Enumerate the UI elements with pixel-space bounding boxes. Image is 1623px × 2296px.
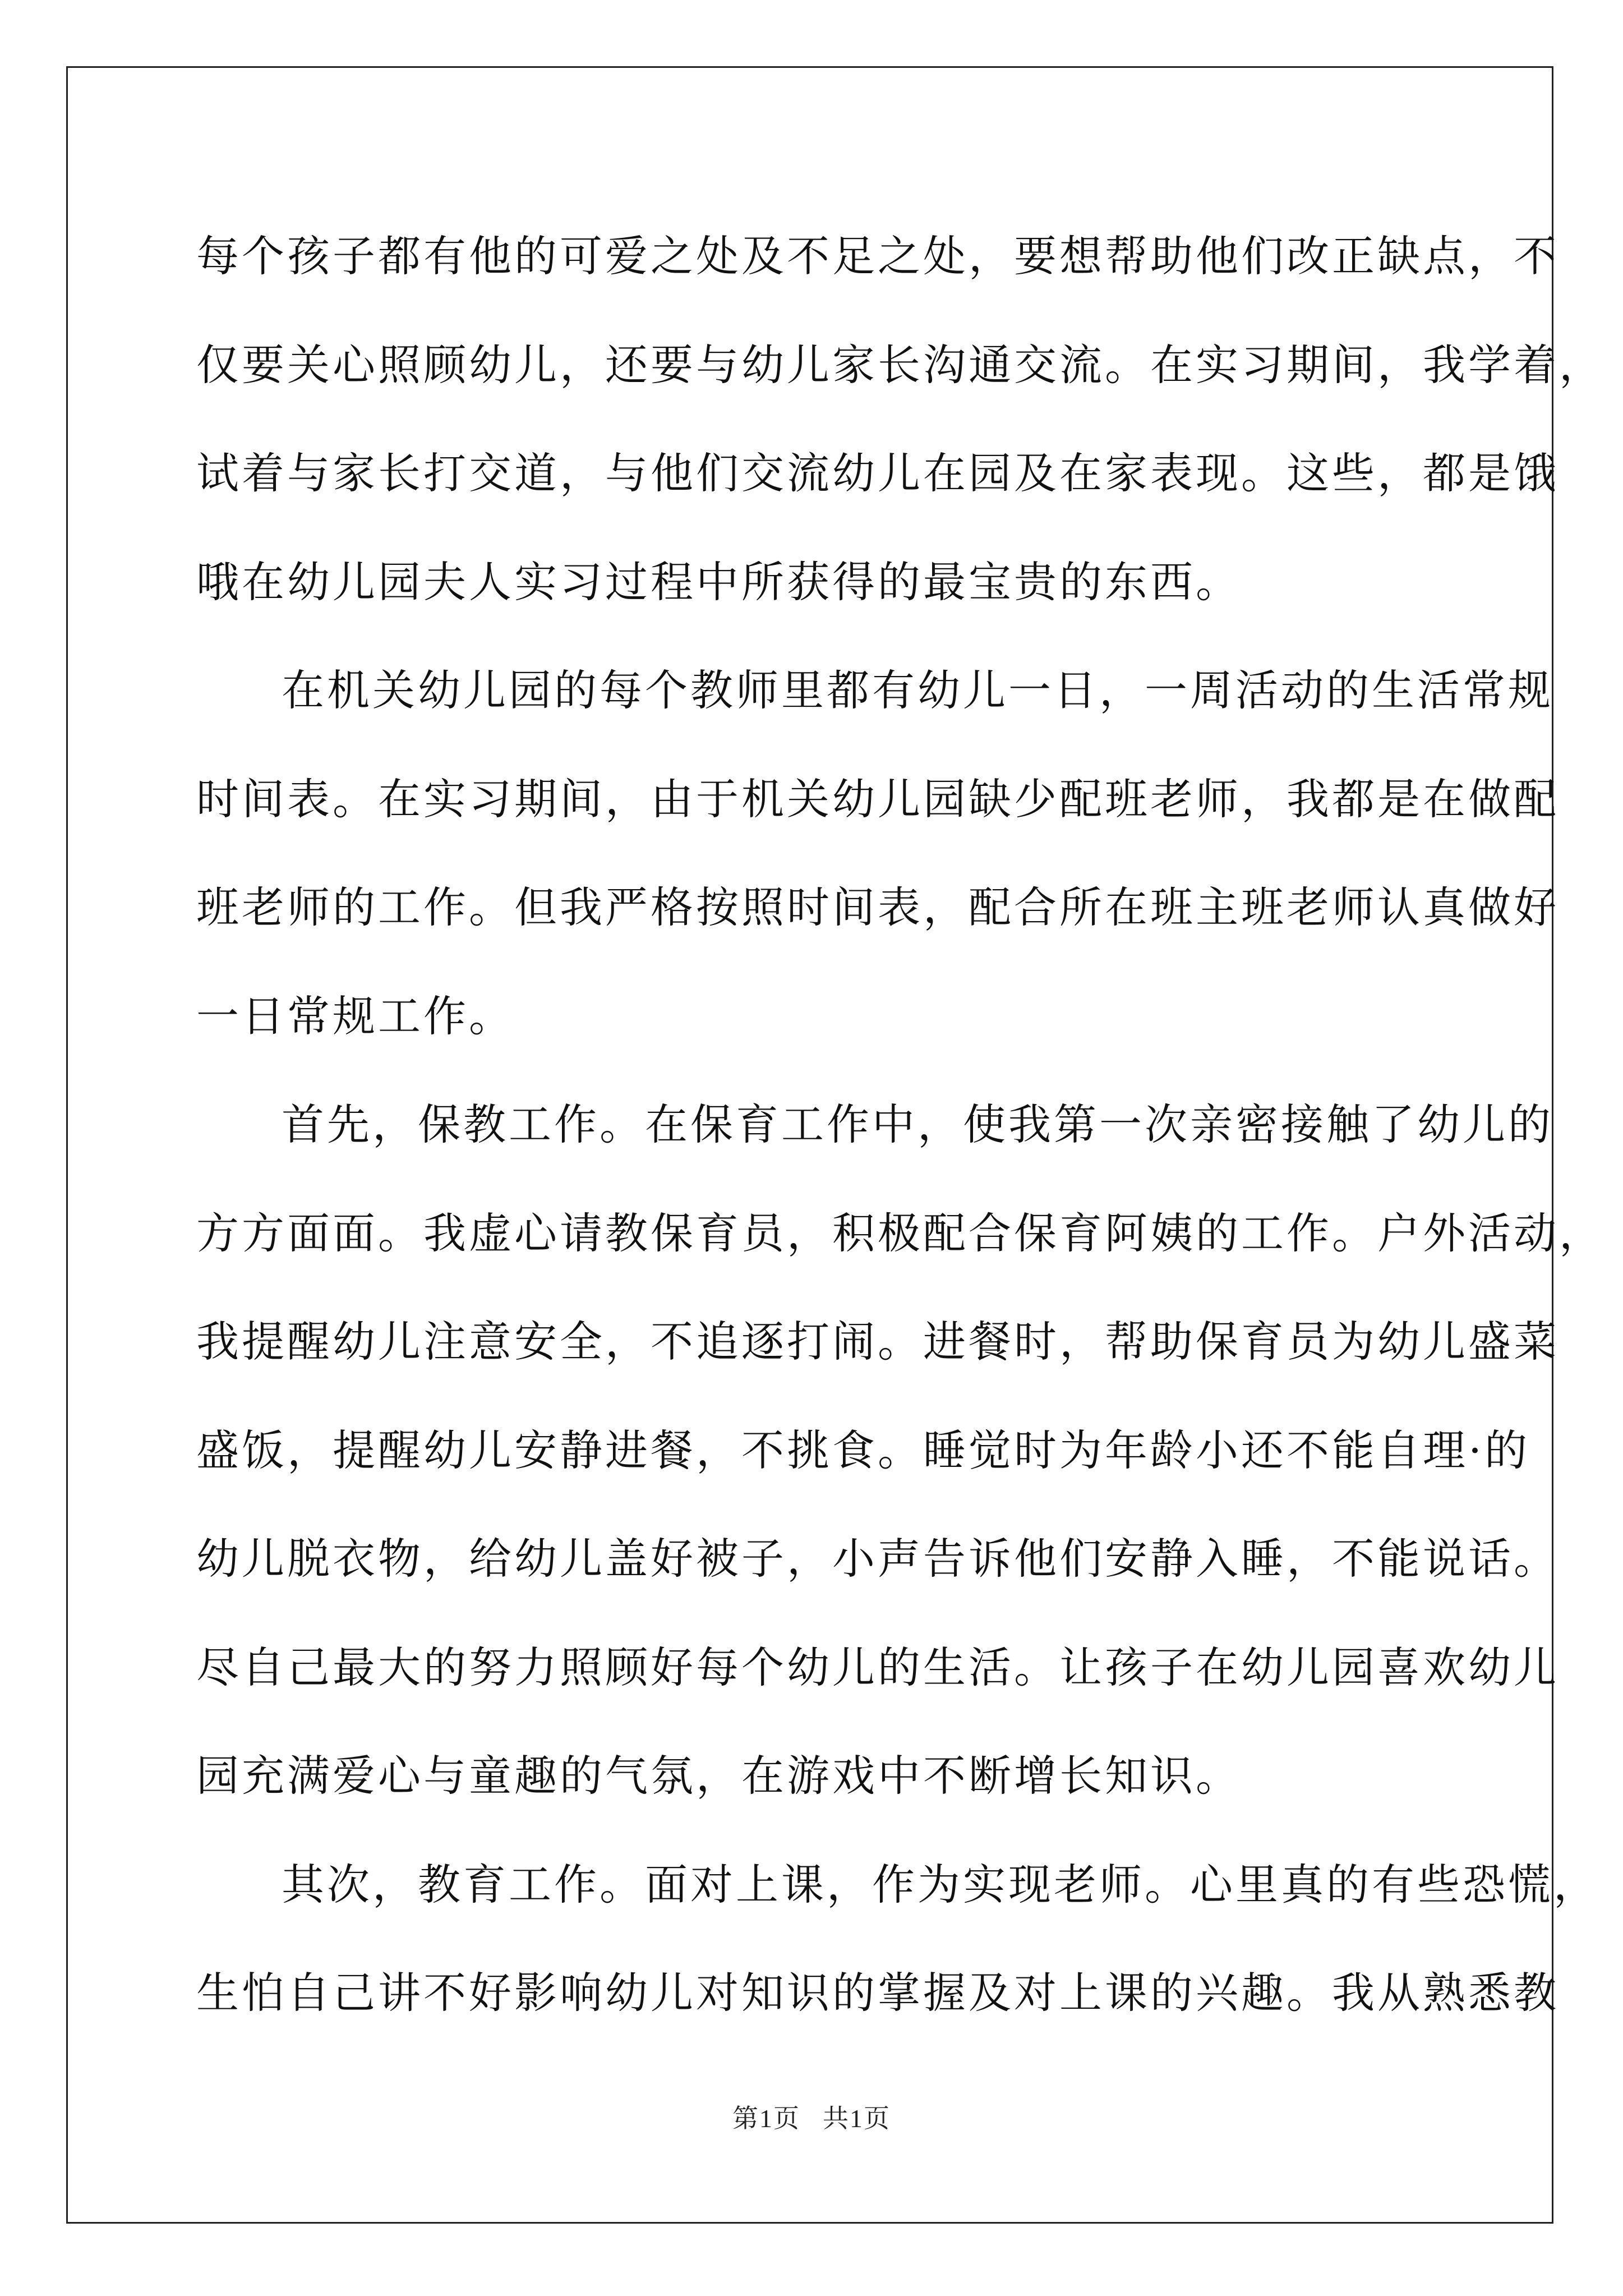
text-line: 生怕自己讲不好影响幼儿对知识的掌握及对上课的兴趣。我从熟悉教: [196, 1968, 1559, 2018]
document-body: [196, 202, 1604, 2047]
text-line: 尽自己最大的努力照顾好每个幼儿的生活。让孩子在幼儿园喜欢幼儿: [196, 1642, 1559, 1692]
paragraph-first-line: 首先，保教工作。在保育工作中，使我第一次亲密接触了幼儿的: [282, 1099, 1553, 1149]
text-line: 班老师的工作。但我严格按照时间表，配合所在班主班老师认真做好: [196, 882, 1559, 932]
page-footer: [0, 2098, 1623, 2135]
paragraph-first-line: 在机关幼儿园的每个教师里都有幼儿一日，一周活动的生活常规: [282, 665, 1553, 715]
text-line: 幼儿脱衣物，给幼儿盖好被子，小声告诉他们安静入睡，不能说话。: [196, 1534, 1559, 1584]
text-line: 仅要关心照顾幼儿，还要与幼儿家长沟通交流。在实习期间，我学着，: [196, 339, 1604, 390]
paragraph-first-line: 其次，教育工作。面对上课，作为实现老师。心里真的有些恐慌，: [282, 1859, 1599, 1910]
text-line: 试着与家长打交道，与他们交流幼儿在园及在家表现。这些，都是饿: [196, 448, 1559, 498]
page-total: 共1页: [823, 2104, 891, 2133]
text-line: 园充满爱心与童趣的气氛，在游戏中不断增长知识。: [196, 1751, 1241, 1801]
text-line: 哦在幼儿园夫人实习过程中所获得的最宝贵的东西。: [196, 556, 1241, 607]
text-line: 一日常规工作。: [196, 991, 514, 1041]
text-line: 我提醒幼儿注意安全，不追逐打闹。进餐时，帮助保育员为幼儿盛菜: [196, 1317, 1559, 1366]
text-line: 每个孩子都有他的可爱之处及不足之处，要想帮助他们改正缺点，不: [196, 231, 1559, 281]
text-line: 方方面面。我虚心请教保育员，积极配合保育阿姨的工作。户外活动，: [196, 1208, 1604, 1258]
page-number: 第1页: [732, 2104, 800, 2133]
text-line: 时间表。在实习期间，由于机关幼儿园缺少配班老师，我都是在做配: [196, 774, 1559, 824]
text-line: 盛饭，提醒幼儿安静进餐，不挑食。睡觉时为年龄小还不能自理·的: [196, 1425, 1530, 1475]
